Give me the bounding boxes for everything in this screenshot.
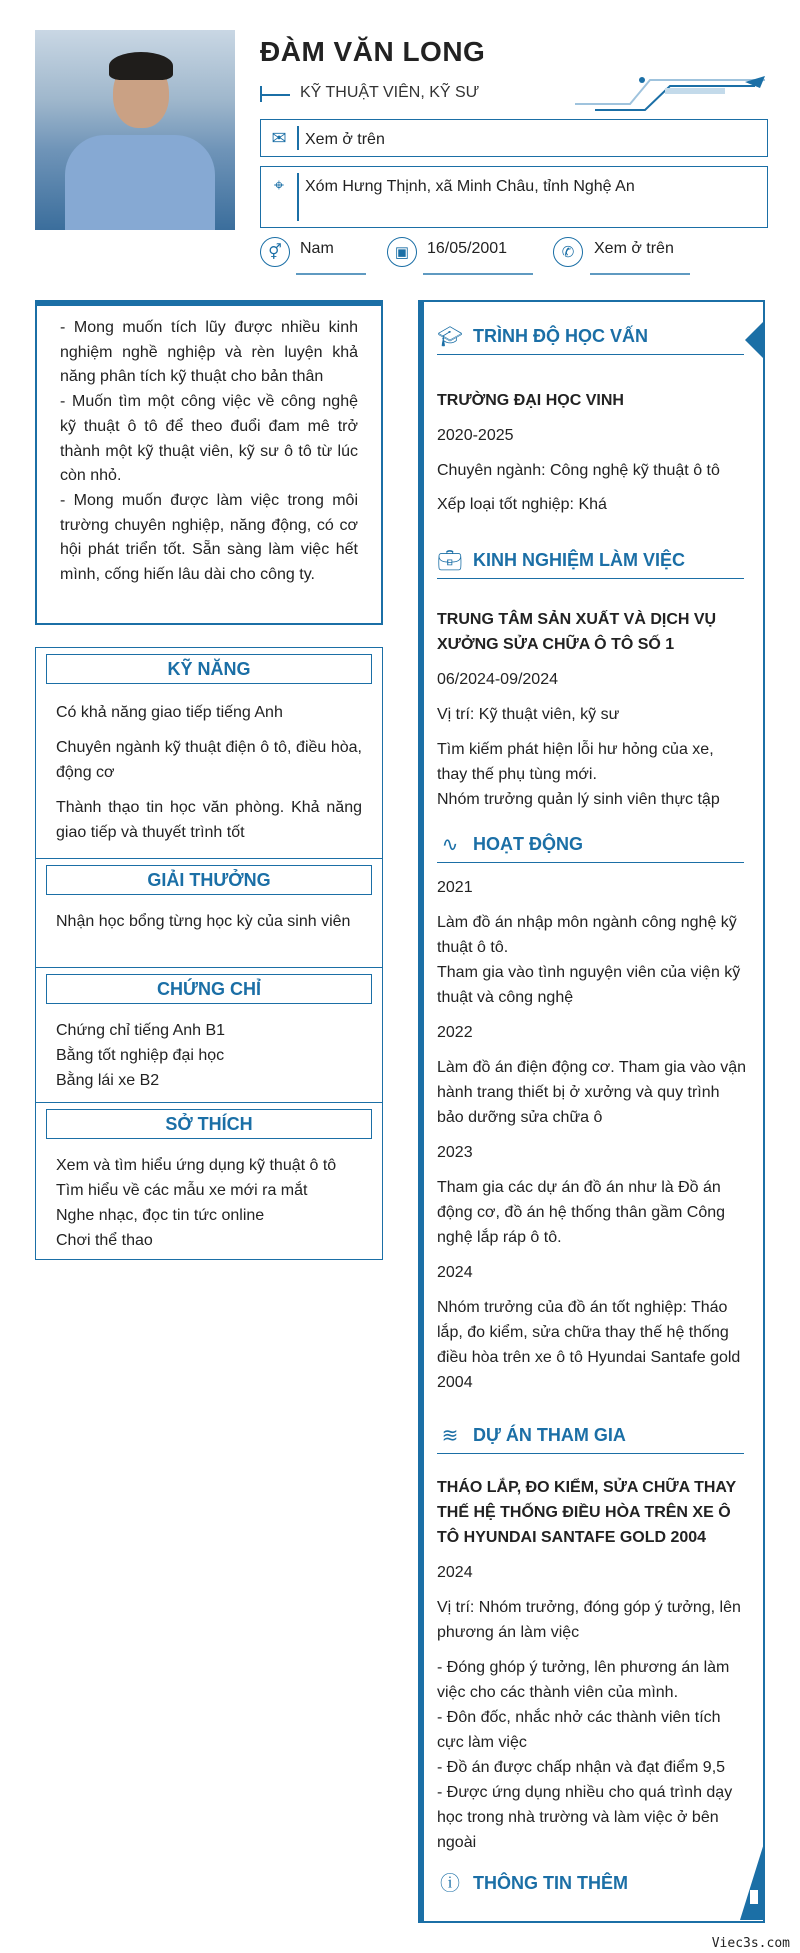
objective-line: - Muốn tìm một công việc về công nghệ kỹ thuật ô tô để theo đuổi đam mê trở thành một kỹ thuật viên, kỹ sư ô tô từ lúc còn nhỏ.: [60, 393, 358, 485]
award-item: Nhận học bổng từng học kỳ của sinh viên: [56, 913, 351, 930]
address-row: [260, 166, 768, 228]
career-objective: [60, 316, 358, 588]
skill-item: Có khả năng giao tiếp tiếng Anh: [56, 704, 283, 721]
activity-text: Tham gia vào tình nguyện viên của viện kỹ thuật và công nghệ: [437, 964, 741, 1006]
activity-text: Làm đồ án điện động cơ. Tham gia vào vận hành trang thiết bị ở xưởng và quy trình bảo dưỡng sửa chữa ô: [437, 1059, 747, 1126]
birthday-value: 16/05/2001: [427, 240, 508, 257]
projects-content: [437, 1475, 747, 1855]
project-bullet: - Đôn đốc, nhắc nhở các thành viên tích cực làm việc: [437, 1709, 721, 1751]
activity-text: Làm đồ án nhập môn ngành công nghệ kỹ thuật ô tô.: [437, 914, 737, 956]
objective-line: - Mong muốn được làm việc trong môi trường chuyên nghiệp, năng động, có cơ hội phát triển tốt. Sẵn sàng làm việc hết mình, cống hiến lâu dài cho công ty.: [60, 491, 358, 584]
gender-icon: ⚥: [260, 237, 290, 267]
awards-section: [35, 858, 383, 968]
project-bullet: - Được ứng dụng nhiều cho quá trình dạy học trong nhà trường và làm việc ở bên ngoài: [437, 1784, 733, 1851]
experience-desc: Tìm kiếm phát hiện lỗi hư hỏng của xe, thay thế phụ tùng mới.: [437, 741, 714, 783]
experience-header: [437, 546, 744, 579]
more-info-header: [437, 1869, 744, 1901]
education-rank: Xếp loại tốt nghiệp: Khá: [437, 496, 607, 513]
address-value: Xóm Hưng Thịnh, xã Minh Châu, tỉnh Nghệ An: [305, 178, 635, 195]
activities-content: [437, 875, 747, 1395]
header-decoration: [575, 72, 765, 112]
calendar-icon: ▣: [387, 237, 417, 267]
projects-title: DỰ ÁN THAM GIA: [473, 1425, 626, 1445]
certificates-section: [35, 967, 383, 1103]
activity-text: Nhóm trưởng của đồ án tốt nghiệp: Tháo lắp, đo kiểm, sửa chữa thay thế hệ thống điều hòa trên xe ô tô Hyundai Santafe gold 2004: [437, 1299, 741, 1391]
project-bullet: - Đóng ghóp ý tưởng, lên phương án làm việc cho các thành viên của mình.: [437, 1659, 730, 1701]
watermark: Viec3s.com: [711, 1936, 790, 1951]
hobbies-title: SỞ THÍCH: [46, 1109, 372, 1139]
profile-photo: [35, 30, 235, 230]
title-divider-line: [260, 94, 290, 96]
project-position: Vị trí: Nhóm trưởng, đóng góp ý tưởng, lên phương án làm việc: [437, 1599, 741, 1641]
skill-item: Chuyên ngành kỹ thuật điện ô tô, điều hòa, động cơ: [56, 739, 362, 781]
certificates-title: CHỨNG CHỈ: [46, 974, 372, 1004]
education-header: [437, 322, 744, 355]
experience-title: KINH NGHIỆM LÀM VIỆC: [473, 550, 686, 570]
activity-year: 2024: [437, 1264, 473, 1281]
certificate-item: Bằng tốt nghiệp đại học: [56, 1047, 225, 1064]
project-bullet: - Đồ án được chấp nhận và đạt điểm 9,5: [437, 1759, 726, 1776]
experience-period: 06/2024-09/2024: [437, 671, 558, 688]
experience-position: Vị trí: Kỹ thuật viên, kỹ sư: [437, 706, 620, 723]
project-year: 2024: [437, 1564, 473, 1581]
project-name: THÁO LẮP, ĐO KIỂM, SỬA CHỮA THAY THẾ HỆ THỐNG ĐIỀU HÒA TRÊN XE Ô TÔ HYUNDAI SANTAFE GOLD 2004: [437, 1479, 736, 1546]
hobby-item: Tìm hiểu về các mẫu xe mới ra mắt: [56, 1182, 308, 1199]
phone-icon: ✆: [553, 237, 583, 267]
awards-title: GIẢI THƯỞNG: [46, 865, 372, 895]
gender-value: Nam: [300, 240, 334, 257]
hobby-item: Xem và tìm hiểu ứng dụng kỹ thuật ô tô: [56, 1157, 337, 1174]
skills-title: KỸ NĂNG: [46, 654, 372, 684]
graduation-cap-icon: 🎓︎: [437, 326, 463, 348]
birthday-underline: [423, 273, 533, 275]
activity-text: Tham gia các dự án đồ án như là Đồ án động cơ, đồ án hệ thống thân gầm Công nghệ lắp ráp ô tô.: [437, 1179, 726, 1246]
hobbies-section: [35, 1102, 383, 1260]
skill-item: Thành thạo tin học văn phòng. Khả năng giao tiếp và thuyết trình tốt: [56, 799, 362, 841]
education-major: Chuyên ngành: Công nghệ kỹ thuật ô tô: [437, 462, 720, 479]
certificate-item: Bằng lái xe B2: [56, 1072, 160, 1089]
job-title: KỸ THUẬT VIÊN, KỸ SƯ: [300, 84, 480, 101]
envelope-icon: ✉: [271, 128, 287, 148]
education-content: [437, 388, 747, 517]
company-name: TRUNG TÂM SẢN XUẤT VÀ DỊCH VỤ XƯỞNG SỬA CHỮA Ô TÔ SỐ 1: [437, 611, 717, 653]
school-name: TRƯỜNG ĐẠI HỌC VINH: [437, 392, 624, 409]
right-panel-accent: [418, 300, 430, 1923]
activity-year: 2022: [437, 1024, 473, 1041]
location-pin-icon: ⌖: [273, 175, 285, 195]
experience-content: [437, 607, 747, 812]
activity-year: 2021: [437, 879, 473, 896]
layers-icon: ≋: [441, 1425, 459, 1447]
projects-header: [437, 1421, 744, 1454]
hobby-item: Nghe nhạc, đọc tin tức online: [56, 1207, 265, 1224]
experience-desc: Nhóm trưởng quản lý sinh viên thực tập: [437, 791, 720, 808]
objective-line: - Mong muốn tích lũy được nhiều kinh nghiệm nghề nghiệp và rèn luyện khả năng phân tích kỹ thuật cho bản thân: [60, 319, 358, 386]
email-row: [260, 119, 768, 157]
phone-underline: [590, 273, 690, 275]
candidate-name: ĐÀM VĂN LONG: [260, 36, 486, 67]
education-period: 2020-2025: [437, 427, 514, 444]
hobby-item: Chơi thể thao: [56, 1232, 153, 1249]
education-title: TRÌNH ĐỘ HỌC VẤN: [473, 326, 648, 346]
email-value: Xem ở trên: [305, 131, 385, 148]
activities-title: HOẠT ĐỘNG: [473, 834, 583, 854]
activities-header: [437, 830, 744, 863]
phone-value: Xem ở trên: [594, 240, 674, 257]
skills-section: [35, 647, 383, 860]
briefcase-icon: 💼︎: [437, 550, 463, 572]
gender-underline: [296, 273, 366, 275]
activity-year: 2023: [437, 1144, 473, 1161]
more-info-title: THÔNG TIN THÊM: [473, 1873, 628, 1893]
certificate-item: Chứng chỉ tiếng Anh B1: [56, 1022, 226, 1039]
pulse-icon: ∿: [441, 834, 459, 856]
info-icon: ⓘ: [440, 1873, 460, 1895]
